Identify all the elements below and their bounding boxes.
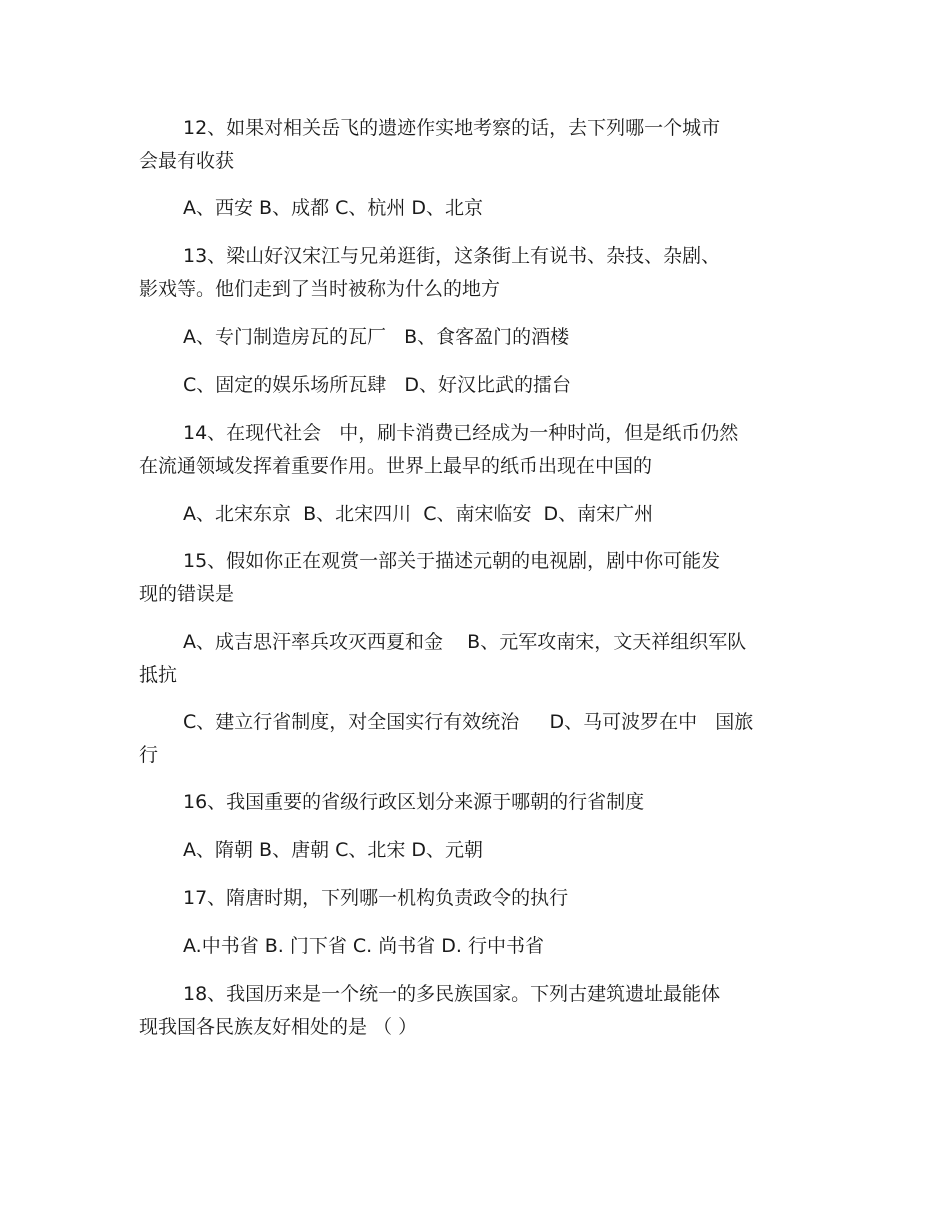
question-15-options-ab-line-2: 抵抗 [139, 664, 178, 686]
question-14-options-line-1: A、北宋东京 B、北宋四川 C、南宋临安 D、南宋广州 [183, 503, 654, 525]
question-14-options [139, 498, 799, 531]
question-15-options-cd-line-2: 行 [139, 744, 159, 766]
question-14 [139, 417, 799, 483]
question-12 [139, 112, 799, 178]
question-15-options-ab [139, 626, 799, 692]
question-12-options-line-1: A、西安 B、成都 C、杭州 D、北京 [183, 197, 484, 219]
question-12-line-2: 会最有收获 [139, 150, 235, 172]
question-13-options-cd [139, 369, 799, 402]
question-15-options-cd-line-1: C、建立行省制度，对全国实行有效统治 D、马可波罗在中 国旅 [183, 711, 754, 733]
question-16-line-1: 16、我国重要的省级行政区划分来源于哪朝的行省制度 [183, 791, 645, 813]
question-13-options-cd-line-1: C、固定的娱乐场所瓦肆 D、好汉比武的擂台 [183, 374, 572, 396]
question-17 [139, 882, 799, 915]
question-13-line-1: 13、梁山好汉宋江与兄弟逛街，这条街上有说书、杂技、杂剧、 [183, 245, 721, 267]
question-13 [139, 240, 799, 306]
question-12-line-1: 12、如果对相关岳飞的遗迹作实地考察的话，去下列哪一个城市 [183, 117, 721, 139]
question-18-line-1: 18、我国历来是一个统一的多民族国家。下列古建筑遗址最能体 [183, 983, 721, 1005]
question-17-options [139, 930, 799, 963]
question-17-line-1: 17、隋唐时期，下列哪一机构负责政令的执行 [183, 887, 569, 909]
question-17-options-line-1: A.中书省 B. 门下省 C. 尚书省 D. 行中书省 [183, 935, 544, 957]
question-16-options-line-1: A、隋朝 B、唐朝 C、北宋 D、元朝 [183, 839, 484, 861]
question-16-options [139, 834, 799, 867]
question-13-options-ab [139, 321, 799, 354]
question-15-options-ab-line-1: A、成吉思汗率兵攻灭西夏和金 B、元军攻南宋，文天祥组织军队 [183, 631, 747, 653]
question-15-line-2: 现的错误是 [139, 583, 235, 605]
question-13-options-ab-line-1: A、专门制造房瓦的瓦厂 B、食客盈门的酒楼 [183, 326, 570, 348]
question-15 [139, 545, 799, 611]
question-16 [139, 786, 799, 819]
question-18-line-2: 现我国各民族友好相处的是 （ ） [139, 1016, 418, 1038]
question-15-options-cd [139, 706, 799, 772]
question-15-line-1: 15、假如你正在观赏一部关于描述元朝的电视剧，剧中你可能发 [183, 550, 721, 572]
question-18 [139, 978, 799, 1044]
question-14-line-1: 14、在现代社会 中，刷卡消费已经成为一种时尚，但是纸币仍然 [183, 422, 739, 444]
question-12-options [139, 192, 799, 225]
question-13-line-2: 影戏等。他们走到了当时被称为什么的地方 [139, 278, 501, 300]
question-14-line-2: 在流通领域发挥着重要作用。世界上最早的纸币出现在中国的 [139, 455, 653, 477]
